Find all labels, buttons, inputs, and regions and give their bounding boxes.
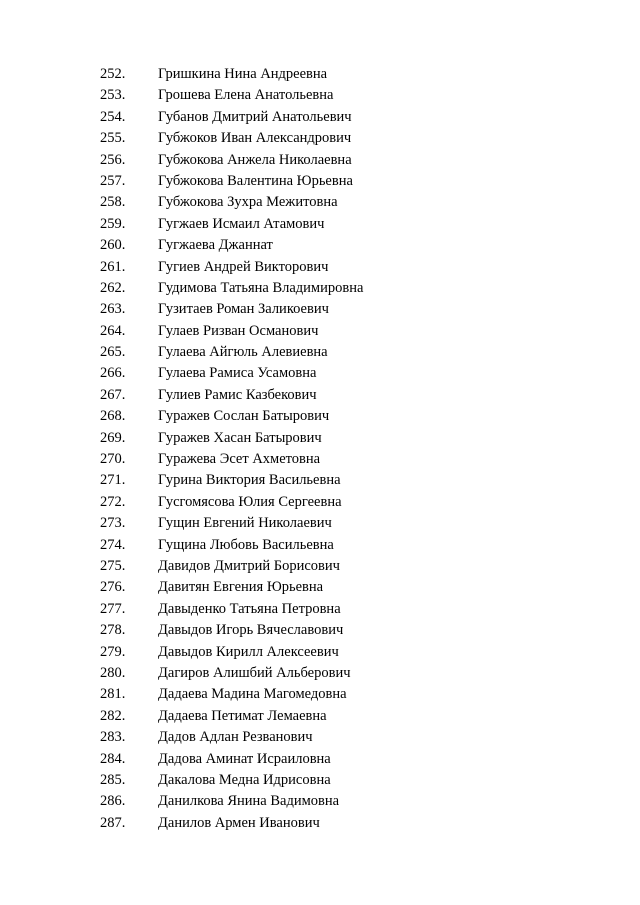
list-item xyxy=(0,342,640,363)
entry-number: 266. xyxy=(100,365,126,382)
entry-name: Дадов Адлан Резванович xyxy=(158,729,313,746)
entry-number: 272. xyxy=(100,493,126,510)
list-item xyxy=(0,64,640,85)
entry-number: 284. xyxy=(100,750,126,767)
list-item xyxy=(0,406,640,427)
list-item xyxy=(0,684,640,705)
entry-number: 260. xyxy=(100,237,126,254)
entry-number: 265. xyxy=(100,344,126,361)
entry-number: 253. xyxy=(100,87,126,104)
list-item xyxy=(0,385,640,406)
list-item xyxy=(0,813,640,834)
entry-number: 267. xyxy=(100,386,126,403)
entry-number: 274. xyxy=(100,536,126,553)
list-item xyxy=(0,535,640,556)
list-item xyxy=(0,492,640,513)
entry-number: 263. xyxy=(100,301,126,318)
entry-name: Губжоков Иван Александрович xyxy=(158,130,352,147)
list-item xyxy=(0,214,640,235)
entry-number: 258. xyxy=(100,194,126,211)
entry-name: Губжокова Анжела Николаевна xyxy=(158,151,352,168)
entry-name: Давыдов Кирилл Алексеевич xyxy=(158,643,339,660)
entry-name: Дакалова Медна Идрисовна xyxy=(158,771,331,788)
list-item xyxy=(0,599,640,620)
entry-number: 276. xyxy=(100,579,126,596)
entry-name: Давыденко Татьяна Петровна xyxy=(158,600,341,617)
entry-name: Дагиров Алишбий Альберович xyxy=(158,664,351,681)
entry-name: Давитян Евгения Юрьевна xyxy=(158,579,324,596)
entry-number: 281. xyxy=(100,686,126,703)
list-item xyxy=(0,128,640,149)
entry-number: 254. xyxy=(100,108,126,125)
entry-number: 259. xyxy=(100,215,126,232)
entry-number: 278. xyxy=(100,622,126,639)
list-item xyxy=(0,663,640,684)
entry-number: 283. xyxy=(100,729,126,746)
entry-name: Гуражева Эсет Ахметовна xyxy=(158,451,321,468)
entry-name: Гугжаева Джаннат xyxy=(158,237,273,254)
list-item xyxy=(0,556,640,577)
list-item xyxy=(0,428,640,449)
list-item xyxy=(0,642,640,663)
list-item xyxy=(0,192,640,213)
list-item xyxy=(0,85,640,106)
list-item xyxy=(0,171,640,192)
entry-name: Губжокова Валентина Юрьевна xyxy=(158,172,353,189)
entry-name: Губанов Дмитрий Анатольевич xyxy=(158,108,352,125)
list-item xyxy=(0,449,640,470)
list-item xyxy=(0,620,640,641)
entry-name: Дадова Аминат Исраиловна xyxy=(158,750,331,767)
entry-number: 273. xyxy=(100,515,126,532)
entry-name: Гулиев Рамис Казбекович xyxy=(158,386,317,403)
list-item xyxy=(0,150,640,171)
list-item xyxy=(0,299,640,320)
list-item xyxy=(0,470,640,491)
list-item xyxy=(0,235,640,256)
entry-number: 252. xyxy=(100,66,126,82)
entry-number: 264. xyxy=(100,322,126,339)
entry-name: Гущин Евгений Николаевич xyxy=(158,515,332,532)
entry-name: Гугиев Андрей Викторович xyxy=(158,258,329,275)
name-list xyxy=(0,64,640,834)
list-item xyxy=(0,791,640,812)
entry-name: Дадаева Петимат Лемаевна xyxy=(158,707,327,724)
entry-name: Грошева Елена Анатольевна xyxy=(158,87,334,104)
entry-number: 285. xyxy=(100,771,126,788)
list-item xyxy=(0,727,640,748)
entry-name: Данилов Армен Иванович xyxy=(158,814,320,831)
list-item xyxy=(0,278,640,299)
list-item xyxy=(0,107,640,128)
entry-name: Гусгомясова Юлия Сергеевна xyxy=(158,493,342,510)
entry-name: Давыдов Игорь Вячеславович xyxy=(158,622,344,639)
list-item xyxy=(0,749,640,770)
entry-number: 261. xyxy=(100,258,126,275)
entry-name: Гузитаев Роман Заликоевич xyxy=(158,301,329,318)
entry-name: Гуражев Сослан Батырович xyxy=(158,408,330,425)
list-item xyxy=(0,321,640,342)
entry-number: 262. xyxy=(100,279,126,296)
entry-number: 277. xyxy=(100,600,126,617)
entry-name: Гулаева Айгюль Алевиевна xyxy=(158,344,328,361)
entry-number: 269. xyxy=(100,429,126,446)
entry-number: 279. xyxy=(100,643,126,660)
entry-number: 271. xyxy=(100,472,126,489)
entry-number: 255. xyxy=(100,130,126,147)
entry-number: 280. xyxy=(100,664,126,681)
entry-name: Гудимова Татьяна Владимировна xyxy=(158,279,364,296)
list-item xyxy=(0,257,640,278)
list-item xyxy=(0,363,640,384)
entry-name: Гуражев Хасан Батырович xyxy=(158,429,322,446)
entry-name: Гулаев Ризван Османович xyxy=(158,322,319,339)
entry-number: 256. xyxy=(100,151,126,168)
entry-name: Гурина Виктория Васильевна xyxy=(158,472,341,489)
list-item xyxy=(0,706,640,727)
entry-number: 268. xyxy=(100,408,126,425)
entry-name: Гулаева Рамиса Усамовна xyxy=(158,365,317,382)
entry-number: 270. xyxy=(100,451,126,468)
list-item xyxy=(0,770,640,791)
entry-number: 257. xyxy=(100,172,126,189)
list-item xyxy=(0,577,640,598)
entry-name: Гришкина Нина Андреевна xyxy=(158,66,328,82)
entry-name: Дадаева Мадина Магомедовна xyxy=(158,686,347,703)
entry-number: 282. xyxy=(100,707,126,724)
entry-name: Данилкова Янина Вадимовна xyxy=(158,793,340,810)
entry-number: 286. xyxy=(100,793,126,810)
list-item xyxy=(0,513,640,534)
entry-name: Гугжаев Исмаил Атамович xyxy=(158,215,325,232)
entry-name: Давидов Дмитрий Борисович xyxy=(158,557,340,574)
entry-name: Губжокова Зухра Межитовна xyxy=(158,194,338,211)
entry-number: 275. xyxy=(100,557,126,574)
entry-name: Гущина Любовь Васильевна xyxy=(158,536,334,553)
entry-number: 287. xyxy=(100,814,126,831)
